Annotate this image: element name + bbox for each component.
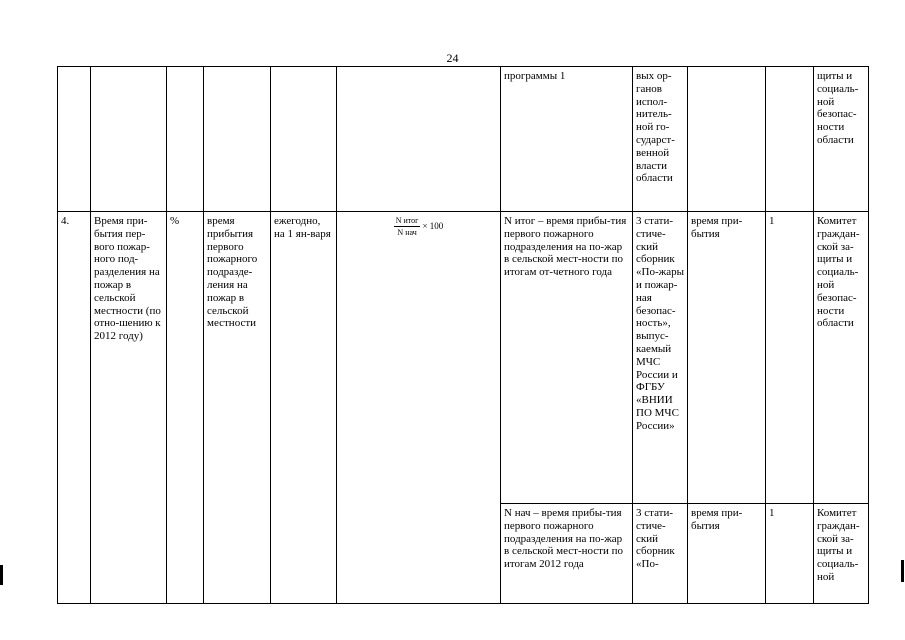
cell-collection-method: 3 стати-стиче-ский сборник «По-жары и пожар-ная безопас-ность», выпус-каемый МЧС России и ФГБУ «ВНИИ ПО МЧС России» [633,212,688,504]
cell-method-continuation: вых ор-ганов испол-нитель-ной го-сударст-венной власти области [633,67,688,212]
cell-collection-method: 3 стати-стиче-ский сборник «По- [633,504,688,604]
table-row-continuation [58,67,869,212]
scan-edge-mark [0,565,3,585]
cell-empty [91,67,167,212]
cell-code: 1 [766,212,814,504]
cell-formula [337,212,501,604]
page-number: 24 [446,51,459,65]
cell-indicator-name: Время при-бытия пер-вого пожар-ного под-разделения на пожар в сельской местности (по отно-шению к 2012 году) [91,212,167,604]
cell-responsible-continuation: щиты и социаль-ной безопас-ности области [814,67,869,212]
formula-fraction [394,216,421,237]
scan-edge-mark [901,560,904,582]
cell-coverage: время при-бытия [688,504,766,604]
cell-basic-indicator: N нач – время прибы-тия первого пожарного подразделения на по-жар в сельской мест-ности по итогам 2012 года [501,504,633,604]
cell-code: 1 [766,504,814,604]
cell-row-number: 4. [58,212,91,604]
cell-empty [204,67,271,212]
indicator-table [57,66,869,604]
cell-empty [766,67,814,212]
formula-multiplier: × 100 [422,221,444,232]
cell-definition: время прибытия первого пожарного подразде-ления на пожар в сельской местности [204,212,271,604]
table-row-indicator-4 [58,212,869,504]
cell-empty [337,67,501,212]
formula-denominator: N нач [397,228,417,237]
cell-coverage: время при-бытия [688,212,766,504]
cell-responsible: Комитет граждан-ской за-щиты и социаль-ной безопас-ности области [814,212,869,504]
formula [340,215,497,237]
cell-source-continuation: программы 1 [501,67,633,212]
cell-unit: % [167,212,204,604]
cell-periodicity: ежегодно, на 1 ян-варя [271,212,337,604]
cell-basic-indicator: N итог – время прибы-тия первого пожарного подразделения на по-жар в сельской мест-ности по итогам от-четного года [501,212,633,504]
cell-responsible: Комитет граждан-ской за-щиты и социаль-ной [814,504,869,604]
formula-numerator: N итог [395,216,419,225]
cell-empty [271,67,337,212]
cell-empty [58,67,91,212]
cell-empty [688,67,766,212]
indicator-table-wrapper [57,66,869,604]
cell-empty [167,67,204,212]
